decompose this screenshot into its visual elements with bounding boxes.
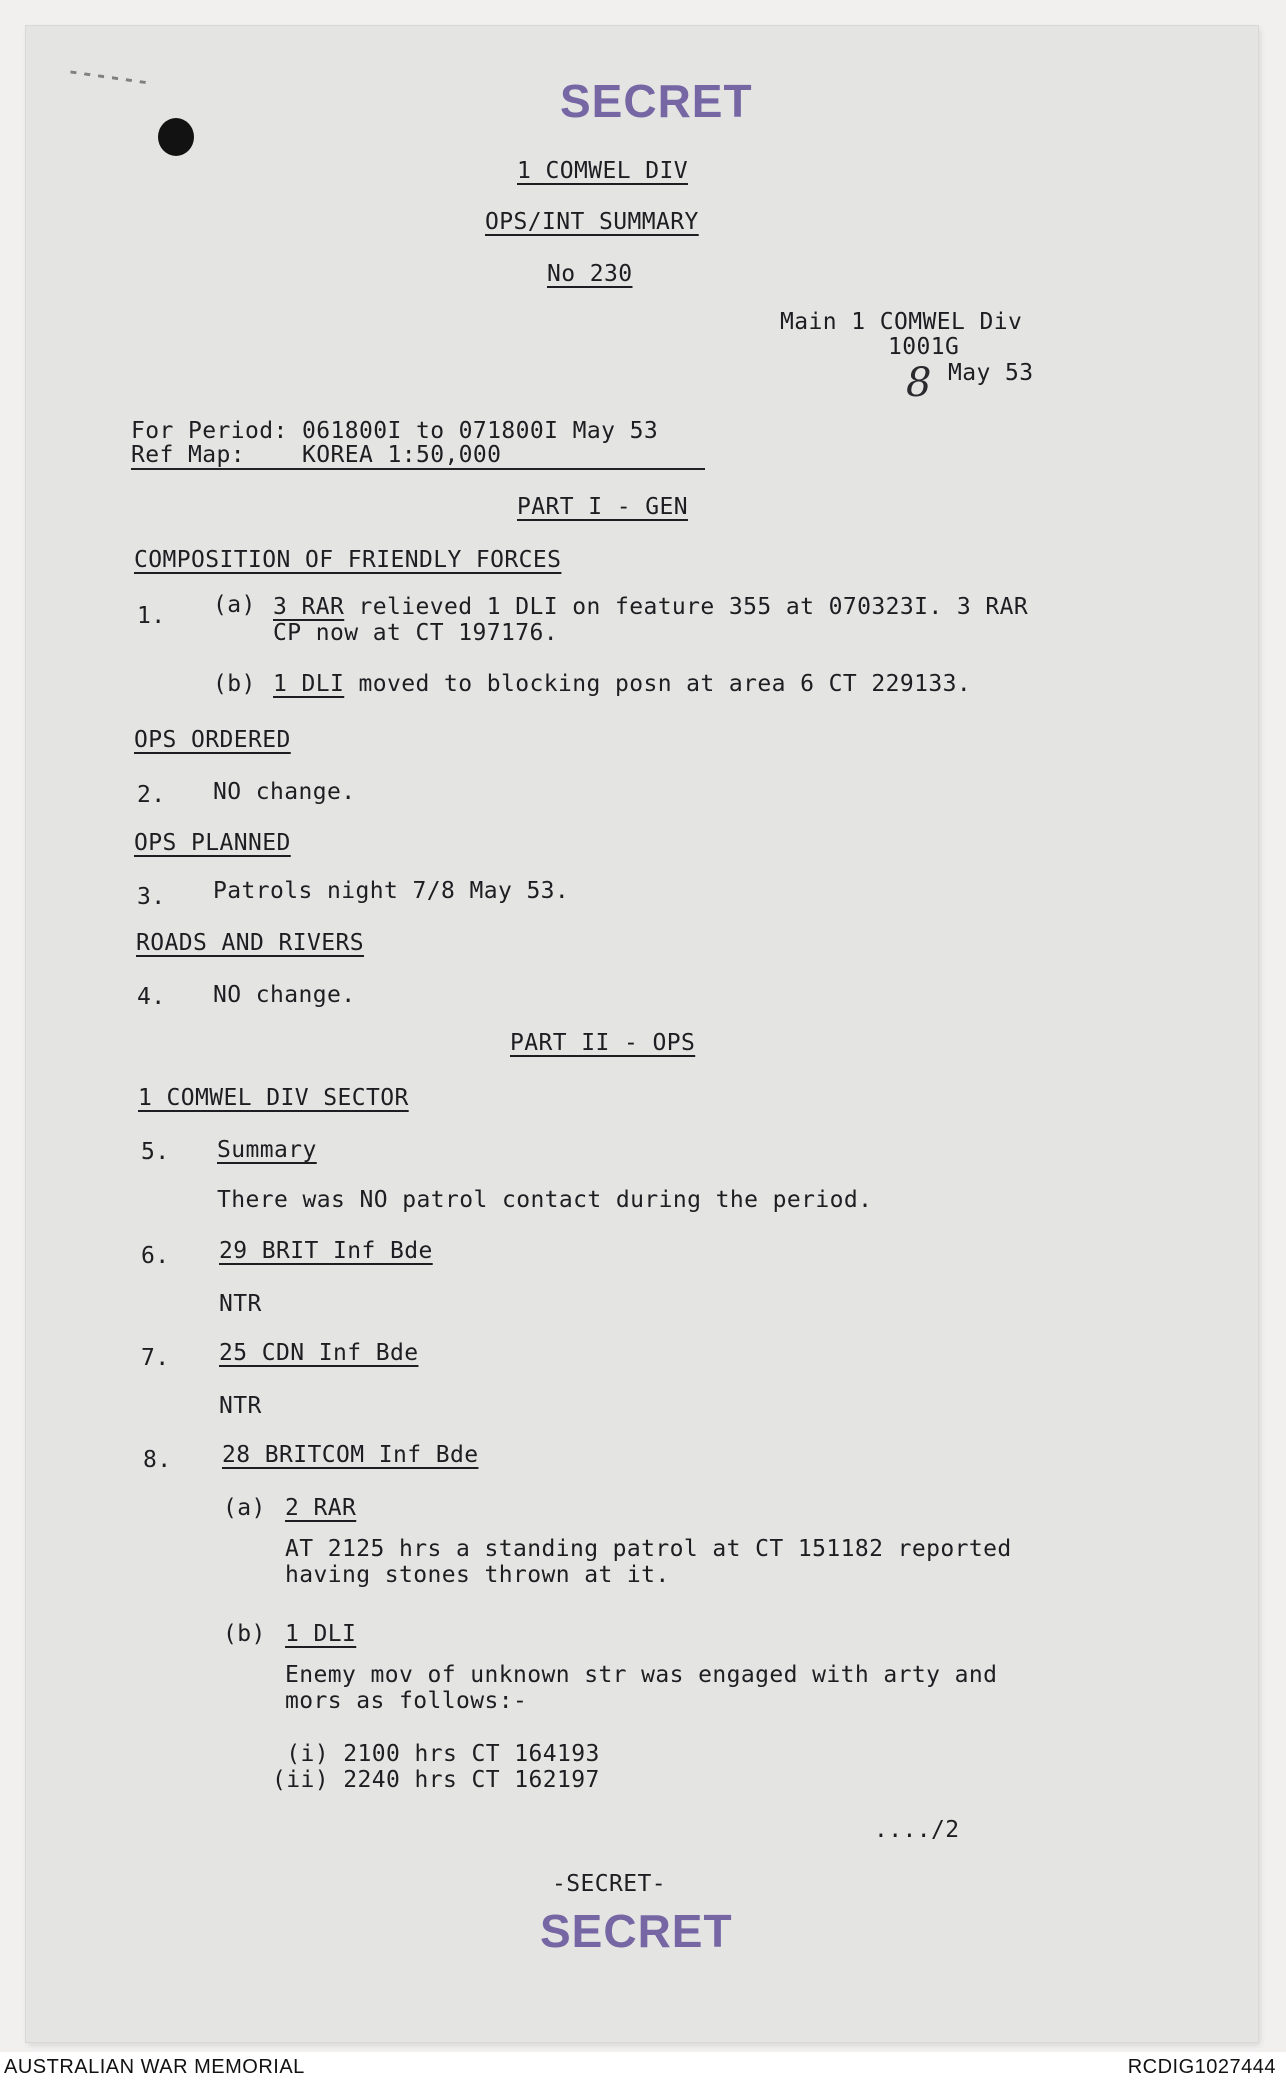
item1a-text: relieved 1 DLI on feature 355 at 070323I. 3 RAR bbox=[344, 594, 1029, 620]
secret-stamp-top: SECRET bbox=[560, 75, 753, 127]
classification-footer: -SECRET- bbox=[552, 1871, 666, 1897]
roads-rivers-heading: ROADS AND RIVERS bbox=[136, 930, 364, 956]
item1b-line bbox=[273, 671, 971, 697]
item6-text: NTR bbox=[219, 1291, 262, 1317]
unit-name: 2 RAR bbox=[285, 1495, 357, 1521]
period-line: For Period: 061800I to 071800I May 53 bbox=[131, 418, 659, 444]
unit-name: 1 DLI bbox=[273, 671, 345, 697]
archive-record-id: RCDIG1027444 bbox=[1127, 2056, 1276, 2078]
heading-summary-title: OPS/INT SUMMARY bbox=[485, 209, 699, 235]
item2-text: NO change. bbox=[213, 779, 356, 805]
origin-hq: Main 1 COMWEL Div bbox=[780, 309, 1023, 335]
item7-heading: 25 CDN Inf Bde bbox=[219, 1340, 419, 1366]
unit-name: 3 RAR bbox=[273, 594, 345, 620]
item8b-entry-i: (i) 2100 hrs CT 164193 bbox=[272, 1741, 600, 1767]
item3-text: Patrols night 7/8 May 53. bbox=[213, 878, 570, 904]
item-number: 1. bbox=[137, 603, 166, 629]
ops-ordered-heading: OPS ORDERED bbox=[134, 727, 291, 753]
archive-institution: AUSTRALIAN WAR MEMORIAL bbox=[4, 2056, 305, 2078]
item8a-line1: AT 2125 hrs a standing patrol at CT 151182 reported bbox=[285, 1536, 1012, 1562]
punch-hole bbox=[158, 118, 194, 156]
ops-planned-heading: OPS PLANNED bbox=[134, 830, 291, 856]
item8a-line2: having stones thrown at it. bbox=[285, 1562, 670, 1588]
friendly-forces-heading: COMPOSITION OF FRIENDLY FORCES bbox=[134, 547, 562, 573]
item-number: 5. bbox=[141, 1139, 170, 1165]
item-number: 7. bbox=[141, 1345, 170, 1371]
item6-heading: 29 BRIT Inf Bde bbox=[219, 1238, 433, 1264]
part1-title: PART I - GEN bbox=[517, 494, 688, 520]
item8b-line1: Enemy mov of unknown str was engaged with arty and bbox=[285, 1662, 998, 1688]
origin-time: 1001G bbox=[888, 334, 960, 360]
handwritten-day: 8 bbox=[906, 360, 932, 406]
item8b-line2: mors as follows:- bbox=[285, 1688, 528, 1714]
item-number: 3. bbox=[137, 884, 166, 910]
ref-map-line: Ref Map: KOREA 1:50,000 bbox=[131, 442, 502, 468]
item4-text: NO change. bbox=[213, 982, 356, 1008]
item1b-text: moved to blocking posn at area 6 CT 229133. bbox=[344, 671, 972, 697]
item-number: 8. bbox=[143, 1447, 172, 1473]
item-number: 2. bbox=[137, 782, 166, 808]
item7-text: NTR bbox=[219, 1393, 262, 1419]
unit-name: 1 DLI bbox=[285, 1621, 357, 1647]
secret-stamp-bottom: SECRET bbox=[540, 1905, 733, 1957]
origin-date: May 53 bbox=[948, 360, 1034, 386]
item8-heading: 28 BRITCOM Inf Bde bbox=[222, 1442, 479, 1468]
sub-item-label: (b) bbox=[213, 671, 256, 697]
item1a-line1 bbox=[273, 594, 1028, 620]
sub-item-label: (a) bbox=[223, 1495, 266, 1521]
heading-number: No 230 bbox=[547, 261, 633, 287]
sub-item-label: (b) bbox=[223, 1621, 266, 1647]
item5-heading: Summary bbox=[217, 1137, 317, 1163]
sector-heading: 1 COMWEL DIV SECTOR bbox=[138, 1085, 409, 1111]
part2-title: PART II - OPS bbox=[510, 1030, 696, 1056]
item8b-entry-ii: (ii) 2240 hrs CT 162197 bbox=[272, 1767, 600, 1793]
continuation-marker: ..../2 bbox=[874, 1817, 960, 1843]
item1a-line2: CP now at CT 197176. bbox=[273, 620, 558, 646]
item5-text: There was NO patrol contact during the period. bbox=[217, 1187, 873, 1213]
item-number: 4. bbox=[137, 984, 166, 1010]
archive-footer bbox=[0, 2052, 1286, 2082]
item-number: 6. bbox=[141, 1243, 170, 1269]
period-underline bbox=[131, 468, 705, 470]
sub-item-label: (a) bbox=[213, 592, 256, 618]
heading-division: 1 COMWEL DIV bbox=[517, 158, 688, 184]
